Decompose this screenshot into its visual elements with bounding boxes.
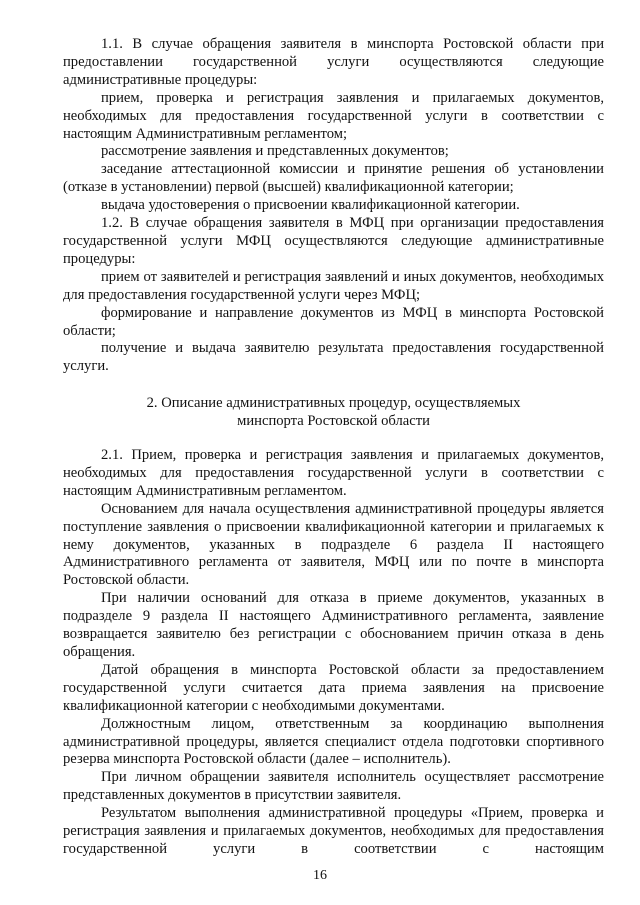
section-heading-line-1: 2. Описание административных процедур, осуществляемых [146, 395, 521, 412]
paragraph-mfc-forwarding: формирование и направление документов из МФЦ в минспорта Ростовской области; [63, 304, 604, 339]
paragraph-1-1: 1.1. В случае обращения заявителя в минспорта Ростовской области при предоставлении государственной услуги осуществляются следующие административные процедуры: [63, 36, 604, 88]
paragraph-procedure-review: рассмотрение заявления и представленных документов; [101, 143, 449, 160]
paragraph-grounds: Основанием для начала осуществления административной процедуры является поступление заявления о присвоении квалификационной категории и прилагаемых к нему документов, указанных в подразделе 6 раздела II настоящего Административного регламента от заявителя, МФЦ или по почте в минспорта Ростовской области. [63, 500, 604, 589]
paragraph-result: Результатом выполнения административной процедуры «Прием, проверка и регистрация заявления и прилагаемых документов, необходимых для предоставления государственной услуги в соответствии с настоящим [63, 805, 604, 857]
paragraph-personal-review: При личном обращении заявителя исполнитель осуществляет рассмотрение представленных документов в присутствии заявителя. [63, 769, 604, 804]
paragraph-mfc-result: получение и выдача заявителю результата предоставления государственной услуги. [63, 340, 604, 375]
section-heading [63, 395, 604, 431]
paragraph-refusal: При наличии оснований для отказа в приеме документов, указанных в подразделе 9 раздела II настоящего Административного регламента, заявление возвращается заявителю без регистрации с обоснованием причин отказа в день обращения. [63, 590, 604, 660]
paragraph-responsible-official: Должностным лицом, ответственным за координацию выполнения административной процедуры, является специалист отдела подготовки спортивного резерва минспорта Ростовской области (далее – исполнитель). [63, 715, 604, 768]
paragraph-procedure-commission: заседание аттестационной комиссии и принятие решения об установлении (отказе в установлении) первой (высшей) квалификационной категории; [63, 161, 604, 196]
paragraph-application-date: Датой обращения в минспорта Ростовской области за предоставлением государственной услуги считается дата приема заявления на присвоение квалификационной категории с необходимыми документами. [63, 661, 604, 714]
document-body [63, 36, 604, 859]
page-number: 16 [313, 868, 327, 883]
paragraph-2-1: 2.1. Прием, проверка и регистрация заявления и прилагаемых документов, необходимых для предоставления государственной услуги в соответствии с настоящим Административным регламентом. [63, 447, 604, 499]
paragraph-1-2: 1.2. В случае обращения заявителя в МФЦ при организации предоставления государственной услуги МФЦ осуществляются следующие административные процедуры: [63, 215, 604, 267]
section-heading-line-2: минспорта Ростовской области [237, 413, 430, 430]
paragraph-procedure-issuance: выдача удостоверения о присвоении квалификационной категории. [101, 197, 520, 214]
paragraph-procedure-reception: прием, проверка и регистрация заявления и прилагаемых документов, необходимых для предоставления государственной услуги в соответствии с настоящим Административным регламентом; [63, 89, 604, 142]
paragraph-mfc-reception: прием от заявителей и регистрация заявлений и иных документов, необходимых для предоставления государственной услуги через МФЦ; [63, 268, 604, 303]
